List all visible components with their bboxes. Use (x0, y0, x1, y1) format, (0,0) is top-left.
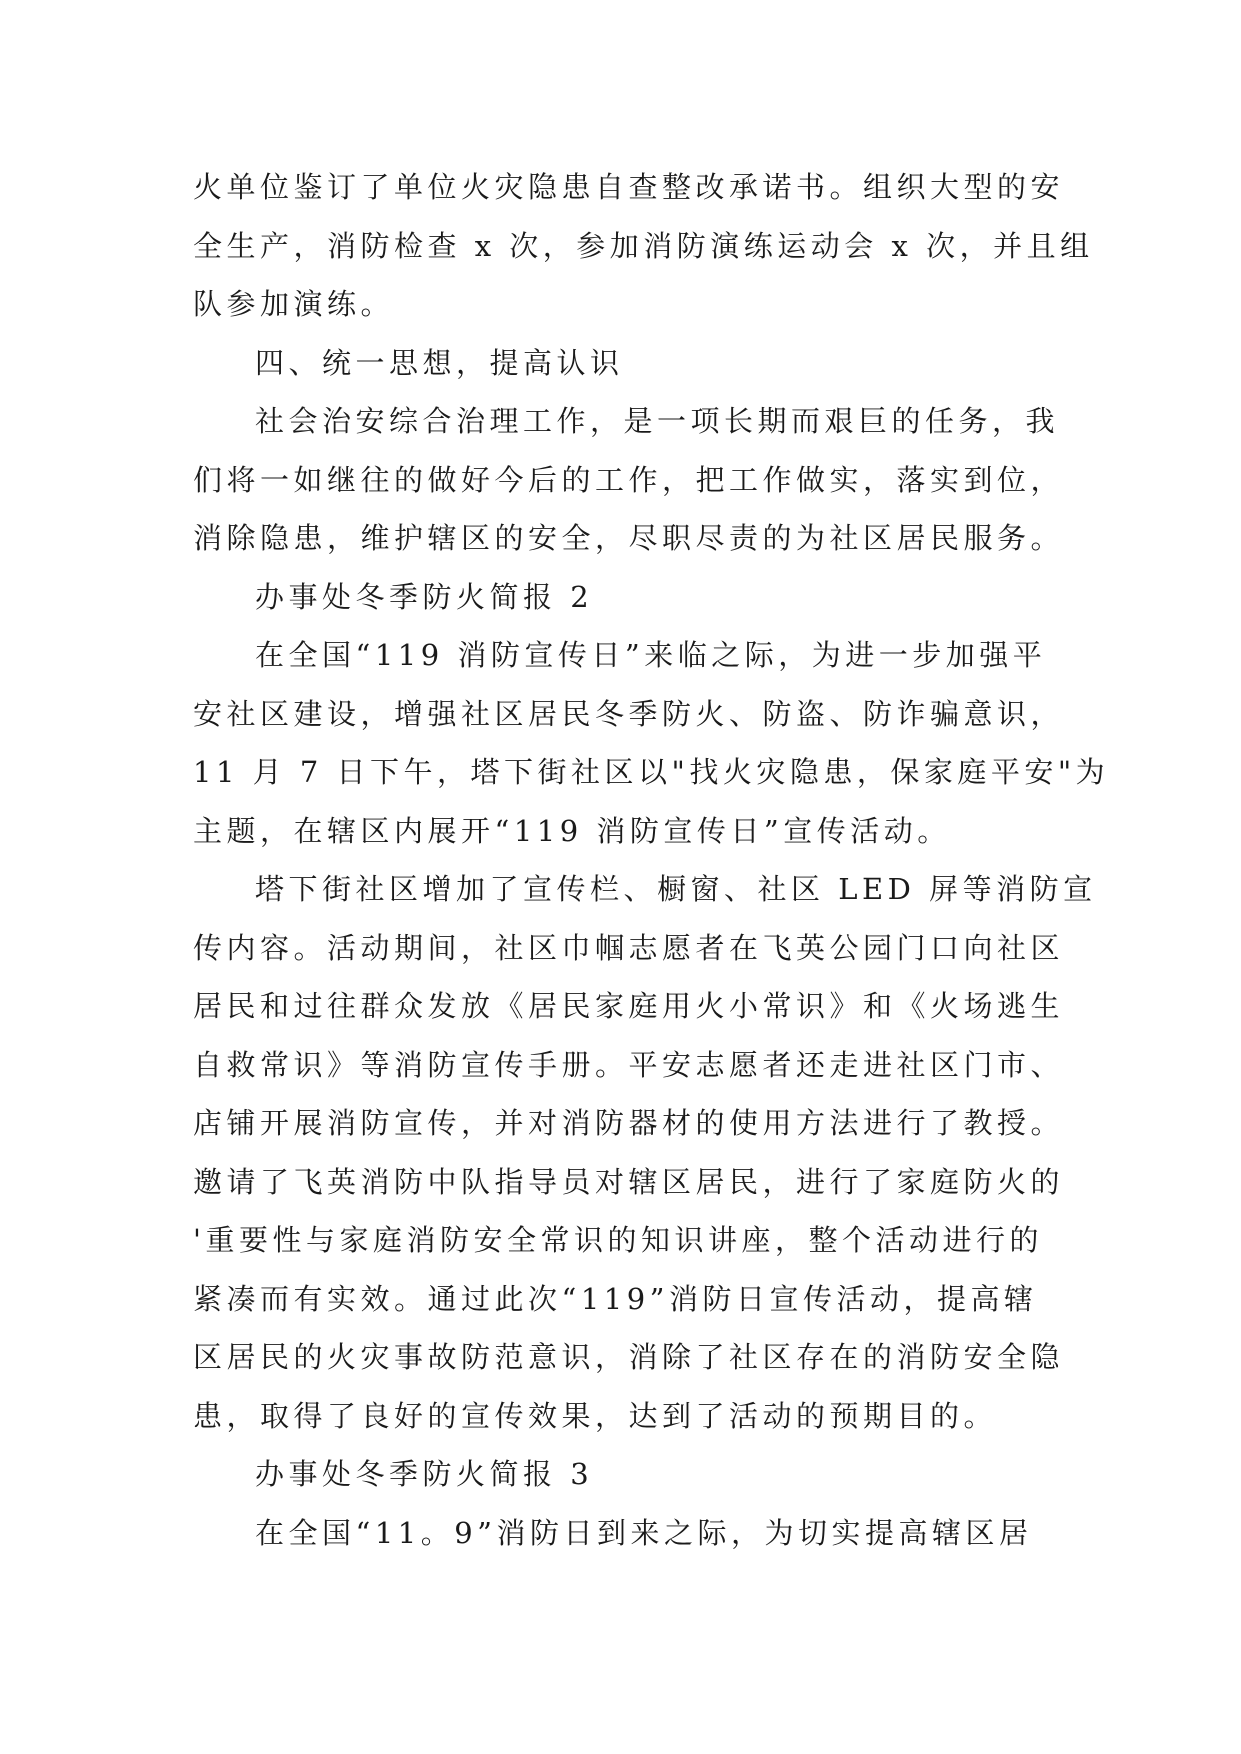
text-line: '重要性与家庭消防安全常识的知识讲座，整个活动进行的 (193, 1223, 1043, 1257)
bulletin-title: 办事处冬季防火简报 2 (255, 579, 594, 614)
text-line: 传内容。活动期间，社区巾帼志愿者在飞英公园门口向社区 (193, 930, 1065, 965)
text-line: 消除隐患，维护辖区的安全，尽职尽责的为社区居民服务。 (193, 521, 1065, 555)
bulletin-title: 办事处冬季防火简报 3 (255, 1457, 594, 1491)
text-line: 患，取得了良好的宣传效果，达到了活动的预期目的。 (193, 1398, 998, 1433)
text-line: 火单位鉴订了单位火灾隐患自查整改承诺书。组织大型的安 (193, 170, 1065, 204)
section-heading: 四、统一思想，提高认识 (255, 345, 624, 380)
text-line: 居民和过往群众发放《居民家庭用火小常识》和《火场逃生 (193, 989, 1065, 1023)
text-line: 安社区建设，增强社区居民冬季防火、防盗、防诈骗意识， (193, 696, 1065, 731)
paragraph-start-line: 在全国“11。9”消防日到来之际，为切实提高辖区居 (255, 1515, 1033, 1550)
text-line: 自救常识》等消防宣传手册。平安志愿者还走进社区门市、 (193, 1047, 1065, 1082)
text-line: 主题，在辖区内展开“119 消防宣传日”宣传活动。 (193, 813, 951, 848)
text-line: 11 月 7 日下午，塔下街社区以"找火灾隐患，保家庭平安"为 (193, 755, 1110, 789)
text-line: 邀请了飞英消防中队指导员对辖区居民，进行了家庭防火的 (193, 1164, 1065, 1199)
paragraph-start-line: 塔下街社区增加了宣传栏、橱窗、社区 LED 屏等消防宣 (255, 872, 1097, 906)
text-line: 店铺开展消防宣传，并对消防器材的使用方法进行了教授。 (193, 1106, 1065, 1140)
text-line: 区居民的火灾事故防范意识，消除了社区存在的消防安全隐 (193, 1340, 1065, 1374)
text-line: 队参加演练。 (193, 287, 395, 321)
text-line: 全生产，消防检查 x 次，参加消防演练运动会 x 次，并且组 (193, 228, 1094, 263)
text-line: 紧凑而有实效。通过此次“119”消防日宣传活动，提高辖 (193, 1281, 1038, 1316)
document-body (193, 158, 1110, 1562)
paragraph-start-line: 在全国“119 消防宣传日”来临之际，为进一步加强平 (255, 638, 1047, 672)
paragraph-start-line: 社会治安综合治理工作，是一项长期而艰巨的任务，我 (255, 404, 1060, 438)
text-line: 们将一如继往的做好今后的工作，把工作做实，落实到位， (193, 462, 1065, 497)
